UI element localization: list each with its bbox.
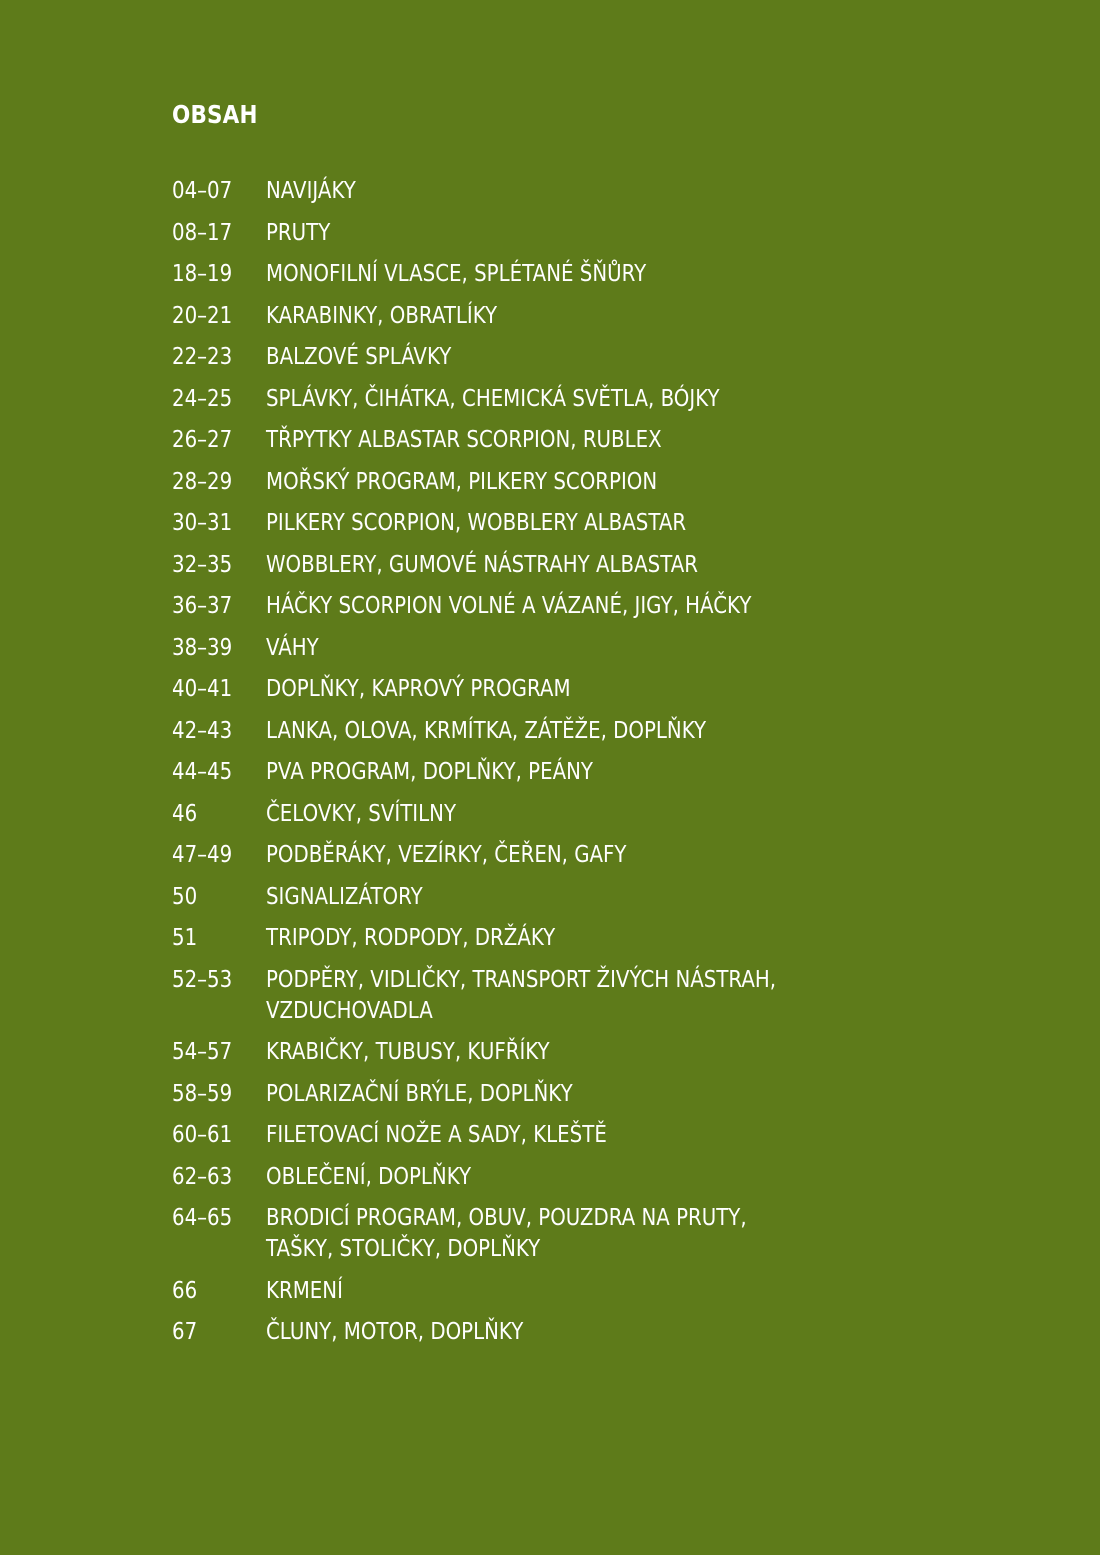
toc-page-range: 67 [172,1319,198,1345]
toc-page-range: 36–37 [172,593,233,619]
toc-section-title: LANKA, OLOVA, KRMÍTKA, ZÁTĚŽE, DOPLŇKY [266,717,707,744]
toc-page-range: 20–21 [172,302,233,329]
toc-entry [172,633,892,664]
toc-section-title: HÁČKY SCORPION VOLNÉ A VÁZANÉ, JIGY, HÁČKY [266,593,752,619]
toc-section-title: OBLEČENÍ, DOPLŇKY [266,1163,472,1190]
toc-entry [172,799,892,830]
table-of-contents [172,176,892,1359]
toc-entry [172,1037,892,1068]
toc-section-title: BRODICÍ PROGRAM, OBUV, POUZDRA NA PRUTY, TAŠKY, STOLIČKY, DOPLŇKY [266,1205,747,1262]
toc-section-title: ČLUNY, MOTOR, DOPLŇKY [266,1319,524,1345]
toc-page-range: 54–57 [172,1039,233,1065]
toc-section-title: BALZOVÉ SPLÁVKY [266,344,452,370]
toc-entry [172,591,892,622]
toc-section-title: PRUTY [266,219,331,246]
toc-entry [172,259,892,290]
toc-entry [172,384,892,415]
toc-section-title: NAVIJÁKY [266,178,356,204]
toc-section-title: KRABIČKY, TUBUSY, KUFŘÍKY [266,1039,550,1065]
toc-section-title: PODBĚRÁKY, VEZÍRKY, ČEŘEN, GAFY [266,842,627,868]
toc-entry [172,840,892,871]
toc-entry [172,757,892,788]
toc-section-title: TRIPODY, RODPODY, DRŽÁKY [266,925,556,951]
toc-section-title: PILKERY SCORPION, WOBBLERY ALBASTAR [266,510,687,536]
toc-page-range: 60–61 [172,1122,233,1148]
toc-section-title: FILETOVACÍ NOŽE A SADY, KLEŠTĚ [266,1122,607,1148]
toc-page-range: 51 [172,925,198,951]
toc-page-range: 58–59 [172,1080,233,1107]
toc-page-range: 66 [172,1277,198,1304]
toc-entry [172,550,892,581]
toc-entry [172,965,892,1027]
toc-entry [172,1079,892,1110]
toc-section-title: SIGNALIZÁTORY [266,883,423,910]
toc-page-range: 08–17 [172,219,233,246]
toc-entry [172,716,892,747]
toc-entry [172,342,892,373]
toc-page-range: 38–39 [172,634,233,661]
toc-section-title: TŘPYTKY ALBASTAR SCORPION, RUBLEX [266,427,662,453]
toc-section-title: MOŘSKÝ PROGRAM, PILKERY SCORPION [266,468,658,495]
toc-section-title: KRMENÍ [266,1277,343,1304]
toc-entry [172,674,892,705]
toc-section-title: PVA PROGRAM, DOPLŇKY, PEÁNY [266,759,594,785]
toc-page-range: 52–53 [172,966,233,993]
toc-page-range: 32–35 [172,551,233,578]
toc-section-title: MONOFILNÍ VLASCE, SPLÉTANÉ ŠŇŮRY [266,261,647,287]
toc-entry [172,508,892,539]
toc-entry [172,923,892,954]
toc-entry [172,1276,892,1307]
toc-page-range: 28–29 [172,468,233,495]
toc-page-range: 22–23 [172,344,233,370]
toc-entry [172,176,892,207]
toc-page-range: 47–49 [172,842,233,868]
toc-page-range: 50 [172,883,198,910]
toc-entry [172,1162,892,1193]
toc-entry [172,301,892,332]
toc-page-range: 18–19 [172,261,233,287]
toc-section-title: SPLÁVKY, ČIHÁTKA, CHEMICKÁ SVĚTLA, BÓJKY [266,385,720,412]
toc-page-range: 62–63 [172,1163,233,1190]
toc-page-range: 46 [172,800,198,827]
toc-page-range: 24–25 [172,385,233,412]
toc-section-title: POLARIZAČNÍ BRÝLE, DOPLŇKY [266,1080,573,1107]
toc-entry [172,218,892,249]
toc-section-title: KARABINKY, OBRATLÍKY [266,302,498,329]
toc-page-range: 44–45 [172,759,233,785]
toc-page-range: 64–65 [172,1205,233,1231]
toc-section-title: ČELOVKY, SVÍTILNY [266,800,457,827]
page-title: OBSAH [172,100,258,129]
toc-page-range: 04–07 [172,178,233,204]
toc-section-title: DOPLŇKY, KAPROVÝ PROGRAM [266,676,571,702]
toc-entry [172,467,892,498]
toc-entry [172,882,892,913]
toc-section-title: VÁHY [266,634,319,661]
toc-page-range: 30–31 [172,510,233,536]
toc-entry [172,1203,892,1265]
toc-page-range: 40–41 [172,676,233,702]
toc-section-title: WOBBLERY, GUMOVÉ NÁSTRAHY ALBASTAR [266,551,699,578]
toc-page-range: 42–43 [172,717,233,744]
toc-page-range: 26–27 [172,427,233,453]
toc-entry [172,425,892,456]
toc-entry [172,1120,892,1151]
toc-entry [172,1317,892,1348]
toc-section-title: PODPĚRY, VIDLIČKY, TRANSPORT ŽIVÝCH NÁSTRAH, VZDUCHOVADLA [266,966,777,1024]
